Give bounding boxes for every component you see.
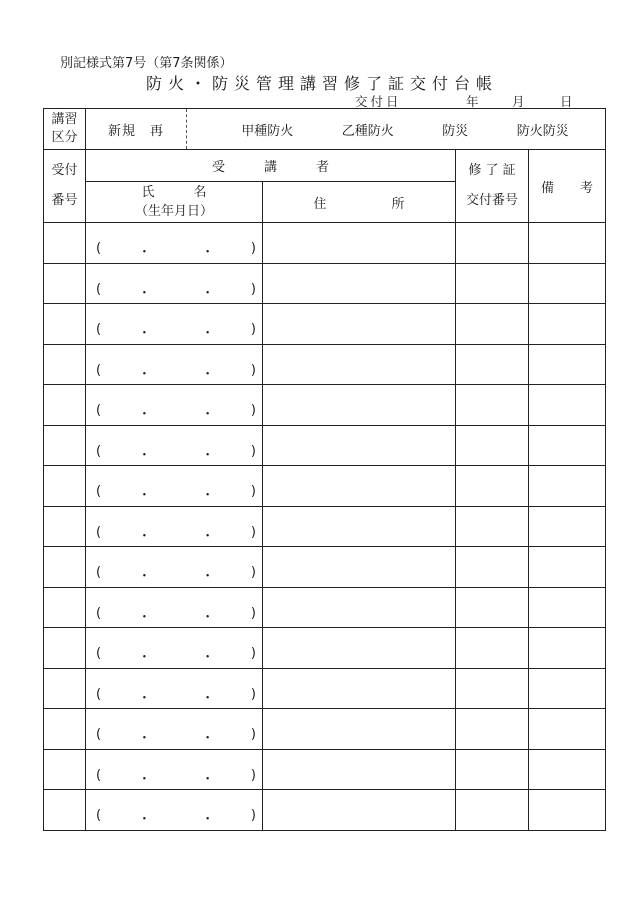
birth-close-paren: ): [250, 767, 256, 783]
birth-close-paren: ): [250, 322, 256, 338]
cert-header-line2: 交付番号: [465, 193, 518, 208]
receipt-number-cell: [44, 385, 86, 426]
table-row: [44, 425, 606, 466]
birth-dot-1: ・: [137, 609, 151, 625]
birth-dot-2: ・: [201, 366, 215, 382]
birth-date-placeholder: [86, 403, 262, 422]
course-type-kou: 甲種防火: [241, 123, 294, 139]
remarks-cell: [529, 628, 606, 669]
certificate-number-cell: [456, 709, 529, 750]
table-row: [44, 263, 606, 304]
receipt-number-cell: [44, 709, 86, 750]
address-cell: [263, 344, 456, 385]
remarks-cell: [529, 587, 606, 628]
name-birth-cell: [86, 749, 263, 790]
issue-date-day: 日: [560, 94, 573, 109]
receipt-number-cell: [44, 668, 86, 709]
name-birth-cell: [86, 547, 263, 588]
name-birth-cell: [86, 790, 263, 831]
birth-close-paren: ): [250, 646, 256, 662]
birth-open-paren: (: [96, 646, 102, 662]
birth-dot-1: ・: [137, 285, 151, 301]
address-header: 住 所: [263, 182, 456, 223]
birth-open-paren: (: [96, 767, 102, 783]
table-row: [44, 466, 606, 507]
receipt-number-cell: [44, 425, 86, 466]
table-row: [44, 506, 606, 547]
address-cell: [263, 547, 456, 588]
receipt-number-cell: [44, 790, 86, 831]
course-label-line1: 講習: [51, 112, 78, 127]
table-row: [44, 385, 606, 426]
name-birth-cell: [86, 304, 263, 345]
table-row: [44, 628, 606, 669]
course-type-boka-bousai: 防火防災: [516, 123, 569, 139]
table-row: [44, 547, 606, 588]
remarks-cell: [529, 304, 606, 345]
remarks-cell: [529, 709, 606, 750]
birth-date-placeholder: [86, 727, 262, 746]
address-cell: [263, 466, 456, 507]
receipt-number-cell: [44, 263, 86, 304]
birth-open-paren: (: [96, 605, 102, 621]
birth-dot-2: ・: [201, 326, 215, 342]
birth-open-paren: (: [96, 686, 102, 702]
address-cell: [263, 668, 456, 709]
birth-open-paren: (: [96, 565, 102, 581]
birth-date-placeholder: [86, 768, 262, 787]
receipt-number-cell: [44, 587, 86, 628]
certificate-number-cell: [456, 466, 529, 507]
birth-dot-1: ・: [137, 326, 151, 342]
birth-dot-2: ・: [201, 407, 215, 423]
remarks-cell: [529, 466, 606, 507]
certificate-number-cell: [456, 506, 529, 547]
table-row: [44, 223, 606, 264]
name-header: [86, 182, 263, 223]
name-birth-cell: [86, 385, 263, 426]
receipt-number-header: [44, 150, 86, 223]
birth-dot-2: ・: [201, 285, 215, 301]
certificate-number-cell: [456, 628, 529, 669]
course-type-bousai: 防災: [442, 123, 469, 139]
birth-close-paren: ): [250, 605, 256, 621]
birth-close-paren: ): [250, 727, 256, 743]
name-birth-cell: [86, 263, 263, 304]
birth-date-placeholder: [86, 606, 262, 625]
birth-dot-1: ・: [137, 245, 151, 261]
receipt-number-cell: [44, 344, 86, 385]
name-header-line1: 氏 名: [141, 185, 207, 200]
course-label-line2: 区分: [51, 130, 78, 145]
birth-open-paren: (: [96, 727, 102, 743]
course-type-list: [187, 120, 605, 139]
ledger-table: [43, 108, 606, 831]
receipt-number-cell: [44, 466, 86, 507]
receipt-number-cell: [44, 628, 86, 669]
receipt-header-line2: 番号: [51, 193, 78, 208]
birth-dot-2: ・: [201, 812, 215, 828]
birth-date-placeholder: [86, 525, 262, 544]
cert-header-line1: 修 了 証: [468, 163, 516, 178]
address-cell: [263, 587, 456, 628]
address-cell: [263, 790, 456, 831]
course-type-cell: [86, 109, 606, 150]
table-row: [44, 587, 606, 628]
birth-dot-1: ・: [137, 650, 151, 666]
name-birth-cell: [86, 506, 263, 547]
birth-date-placeholder: [86, 484, 262, 503]
birth-dot-2: ・: [201, 245, 215, 261]
birth-open-paren: (: [96, 241, 102, 257]
name-birth-cell: [86, 628, 263, 669]
birth-dot-2: ・: [201, 488, 215, 504]
address-cell: [263, 628, 456, 669]
birth-dot-1: ・: [137, 731, 151, 747]
address-cell: [263, 304, 456, 345]
birth-dot-1: ・: [137, 528, 151, 544]
birth-open-paren: (: [96, 443, 102, 459]
address-cell: [263, 709, 456, 750]
attendee-header: 受 講 者: [86, 150, 456, 182]
table-row: [44, 668, 606, 709]
birth-dot-1: ・: [137, 407, 151, 423]
issue-date-label: 交付日: [355, 94, 402, 109]
form-label: 別記様式第7号（第7条関係）: [60, 56, 233, 71]
birth-close-paren: ): [250, 484, 256, 500]
address-cell: [263, 223, 456, 264]
birth-open-paren: (: [96, 403, 102, 419]
birth-dot-2: ・: [201, 771, 215, 787]
birth-date-placeholder: [86, 322, 262, 341]
birth-dot-1: ・: [137, 569, 151, 585]
name-birth-cell: [86, 466, 263, 507]
certificate-number-cell: [456, 304, 529, 345]
birth-dot-2: ・: [201, 731, 215, 747]
address-cell: [263, 506, 456, 547]
birth-open-paren: (: [96, 362, 102, 378]
certificate-number-header: [456, 150, 529, 223]
table-row: [44, 304, 606, 345]
page-title: 防火・防災管理講習修了証交付台帳: [145, 74, 498, 93]
certificate-number-cell: [456, 385, 529, 426]
birth-date-placeholder: [86, 687, 262, 706]
table-row: [44, 709, 606, 750]
certificate-number-cell: [456, 587, 529, 628]
address-cell: [263, 749, 456, 790]
issue-date-year: 年: [466, 94, 479, 109]
birth-dot-2: ・: [201, 528, 215, 544]
name-birth-cell: [86, 425, 263, 466]
certificate-number-cell: [456, 425, 529, 466]
certificate-number-cell: [456, 749, 529, 790]
table-row: [44, 749, 606, 790]
birth-close-paren: ): [250, 565, 256, 581]
birth-open-paren: (: [96, 484, 102, 500]
table-row: [44, 790, 606, 831]
birth-date-placeholder: [86, 282, 262, 301]
birth-close-paren: ): [250, 281, 256, 297]
receipt-number-cell: [44, 749, 86, 790]
course-row: [44, 109, 606, 150]
remarks-cell: [529, 749, 606, 790]
birth-close-paren: ): [250, 808, 256, 824]
birth-date-placeholder: [86, 646, 262, 665]
birth-date-placeholder: [86, 241, 262, 260]
address-cell: [263, 385, 456, 426]
remarks-cell: [529, 263, 606, 304]
certificate-number-cell: [456, 263, 529, 304]
birth-close-paren: ): [250, 443, 256, 459]
address-cell: [263, 425, 456, 466]
birth-close-paren: ): [250, 524, 256, 540]
remarks-cell: [529, 223, 606, 264]
name-header-line2: （生年月日）: [134, 204, 213, 219]
course-label-cell: [44, 109, 86, 150]
certificate-number-cell: [456, 668, 529, 709]
birth-date-placeholder: [86, 444, 262, 463]
birth-dot-1: ・: [137, 690, 151, 706]
certificate-number-cell: [456, 547, 529, 588]
name-birth-cell: [86, 344, 263, 385]
receipt-header-line1: 受付: [51, 163, 78, 178]
birth-dot-2: ・: [201, 609, 215, 625]
birth-date-placeholder: [86, 808, 262, 827]
birth-dot-2: ・: [201, 569, 215, 585]
receipt-number-cell: [44, 506, 86, 547]
header-row-1: [44, 150, 606, 182]
birth-close-paren: ): [250, 686, 256, 702]
receipt-number-cell: [44, 547, 86, 588]
course-new-re: 新規 再: [86, 109, 187, 149]
birth-dot-2: ・: [201, 650, 215, 666]
birth-date-placeholder: [86, 363, 262, 382]
birth-dot-1: ・: [137, 447, 151, 463]
name-birth-cell: [86, 587, 263, 628]
name-birth-cell: [86, 709, 263, 750]
birth-open-paren: (: [96, 322, 102, 338]
birth-open-paren: (: [96, 808, 102, 824]
birth-dot-1: ・: [137, 812, 151, 828]
remarks-cell: [529, 385, 606, 426]
course-type-otsu: 乙種防火: [341, 123, 394, 139]
remarks-cell: [529, 547, 606, 588]
birth-close-paren: ): [250, 362, 256, 378]
address-cell: [263, 263, 456, 304]
certificate-number-cell: [456, 790, 529, 831]
birth-date-placeholder: [86, 565, 262, 584]
table-row: [44, 344, 606, 385]
remarks-cell: [529, 668, 606, 709]
birth-close-paren: ): [250, 403, 256, 419]
receipt-number-cell: [44, 223, 86, 264]
remarks-cell: [529, 506, 606, 547]
remarks-cell: [529, 790, 606, 831]
birth-open-paren: (: [96, 524, 102, 540]
birth-open-paren: (: [96, 281, 102, 297]
birth-dot-1: ・: [137, 488, 151, 504]
name-birth-cell: [86, 223, 263, 264]
birth-dot-2: ・: [201, 690, 215, 706]
birth-dot-2: ・: [201, 447, 215, 463]
name-birth-cell: [86, 668, 263, 709]
birth-close-paren: ): [250, 241, 256, 257]
remarks-cell: [529, 425, 606, 466]
remarks-cell: [529, 344, 606, 385]
birth-dot-1: ・: [137, 771, 151, 787]
issue-date-month: 月: [512, 94, 525, 109]
remarks-header: 備 考: [529, 150, 606, 223]
certificate-number-cell: [456, 223, 529, 264]
receipt-number-cell: [44, 304, 86, 345]
birth-dot-1: ・: [137, 366, 151, 382]
certificate-number-cell: [456, 344, 529, 385]
